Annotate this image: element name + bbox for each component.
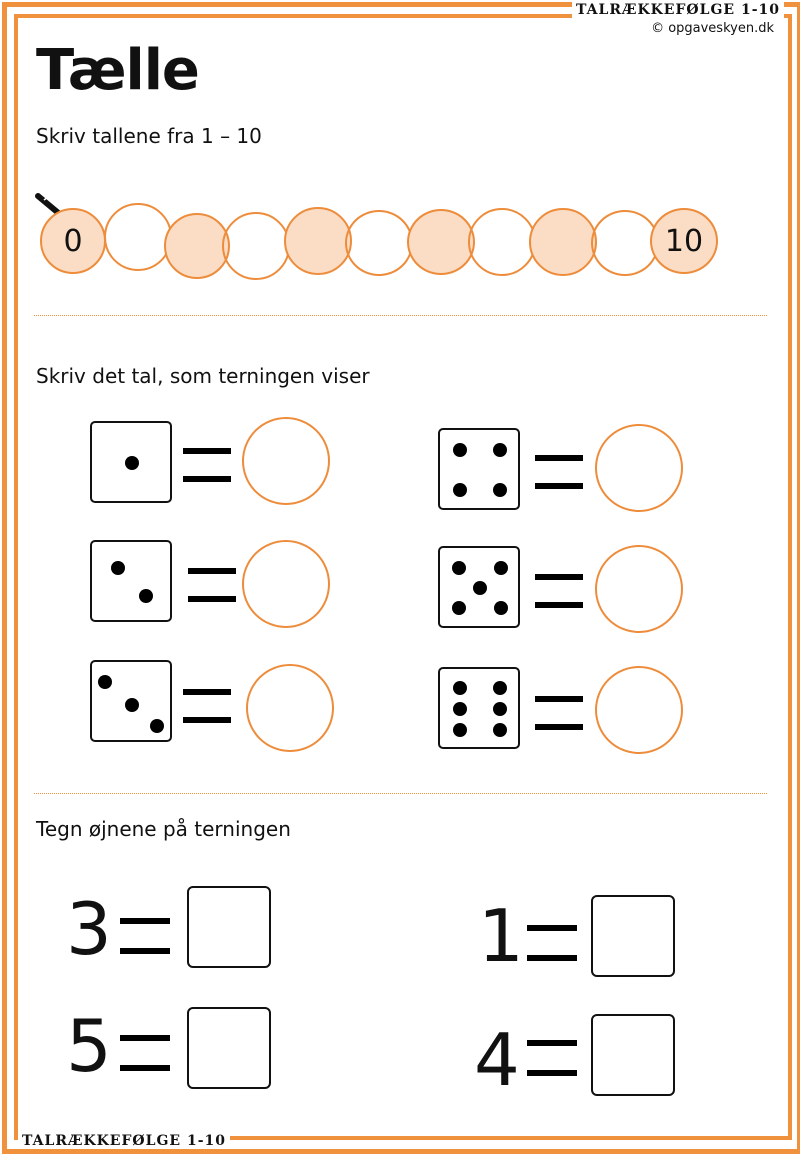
bead-3[interactable] xyxy=(222,212,290,280)
equals-sign xyxy=(183,448,231,482)
bead-9[interactable] xyxy=(591,210,659,276)
die-pip xyxy=(452,561,466,575)
draw-box-one[interactable] xyxy=(591,895,675,977)
draw-box-five[interactable] xyxy=(187,1007,271,1089)
die-one xyxy=(90,421,172,503)
number-five: 5 xyxy=(66,1004,112,1088)
draw-box-four[interactable] xyxy=(591,1014,675,1096)
die-pip xyxy=(453,681,467,695)
die-pip xyxy=(493,681,507,695)
die-pip xyxy=(453,483,467,497)
section-divider-2 xyxy=(34,793,767,794)
die-pip xyxy=(125,698,139,712)
bead-8[interactable] xyxy=(529,208,597,276)
number-three: 3 xyxy=(66,887,112,971)
die-four xyxy=(438,428,520,510)
bead-7[interactable] xyxy=(468,208,536,276)
instruction-count: Skriv tallene fra 1 – 10 xyxy=(36,124,262,148)
die-pip xyxy=(494,601,508,615)
die-pip xyxy=(452,601,466,615)
equals-sign xyxy=(188,568,236,602)
equals-sign xyxy=(120,1035,170,1071)
die-pip xyxy=(139,589,153,603)
bead-2[interactable] xyxy=(164,213,230,279)
number-four: 4 xyxy=(474,1018,520,1102)
equals-sign xyxy=(120,918,170,954)
instruction-draw: Tegn øjnene på terningen xyxy=(36,817,291,841)
answer-circle-four[interactable] xyxy=(595,424,683,512)
draw-box-three[interactable] xyxy=(187,886,271,968)
page-title: Tælle xyxy=(36,38,199,103)
bead-start[interactable]: 0 xyxy=(40,208,106,274)
equals-sign xyxy=(535,696,583,730)
equals-sign xyxy=(527,925,577,961)
die-six xyxy=(438,667,520,749)
die-pip xyxy=(494,561,508,575)
die-pip xyxy=(98,675,112,689)
answer-circle-six[interactable] xyxy=(595,666,683,754)
equals-sign xyxy=(183,689,231,723)
number-one: 1 xyxy=(478,894,524,978)
die-pip xyxy=(493,483,507,497)
die-pip xyxy=(453,723,467,737)
die-pip xyxy=(473,581,487,595)
die-two xyxy=(90,540,172,622)
bead-6[interactable] xyxy=(407,209,475,275)
bead-5[interactable] xyxy=(345,210,413,276)
answer-circle-three[interactable] xyxy=(246,664,334,752)
series-footer: TALRÆKKEFØLGE 1-10 xyxy=(18,1133,230,1149)
section-divider-1 xyxy=(34,315,767,316)
series-header: TALRÆKKEFØLGE 1-10 xyxy=(572,2,784,18)
die-three xyxy=(90,660,172,742)
equals-sign xyxy=(535,455,583,489)
die-pip xyxy=(453,443,467,457)
die-pip xyxy=(493,443,507,457)
answer-circle-five[interactable] xyxy=(595,545,683,633)
bead-1[interactable] xyxy=(104,203,172,271)
die-pip xyxy=(125,456,139,470)
die-pip xyxy=(493,723,507,737)
answer-circle-one[interactable] xyxy=(242,417,330,505)
die-pip xyxy=(453,702,467,716)
die-pip xyxy=(111,561,125,575)
instruction-dice: Skriv det tal, som terningen viser xyxy=(36,364,370,388)
bead-4[interactable] xyxy=(284,207,352,275)
copyright-text: © opgaveskyen.dk xyxy=(651,21,774,36)
die-pip xyxy=(150,719,164,733)
answer-circle-two[interactable] xyxy=(242,540,330,628)
equals-sign xyxy=(535,574,583,608)
die-five xyxy=(438,546,520,628)
bead-end[interactable]: 10 xyxy=(650,208,718,274)
equals-sign xyxy=(527,1040,577,1076)
die-pip xyxy=(493,702,507,716)
